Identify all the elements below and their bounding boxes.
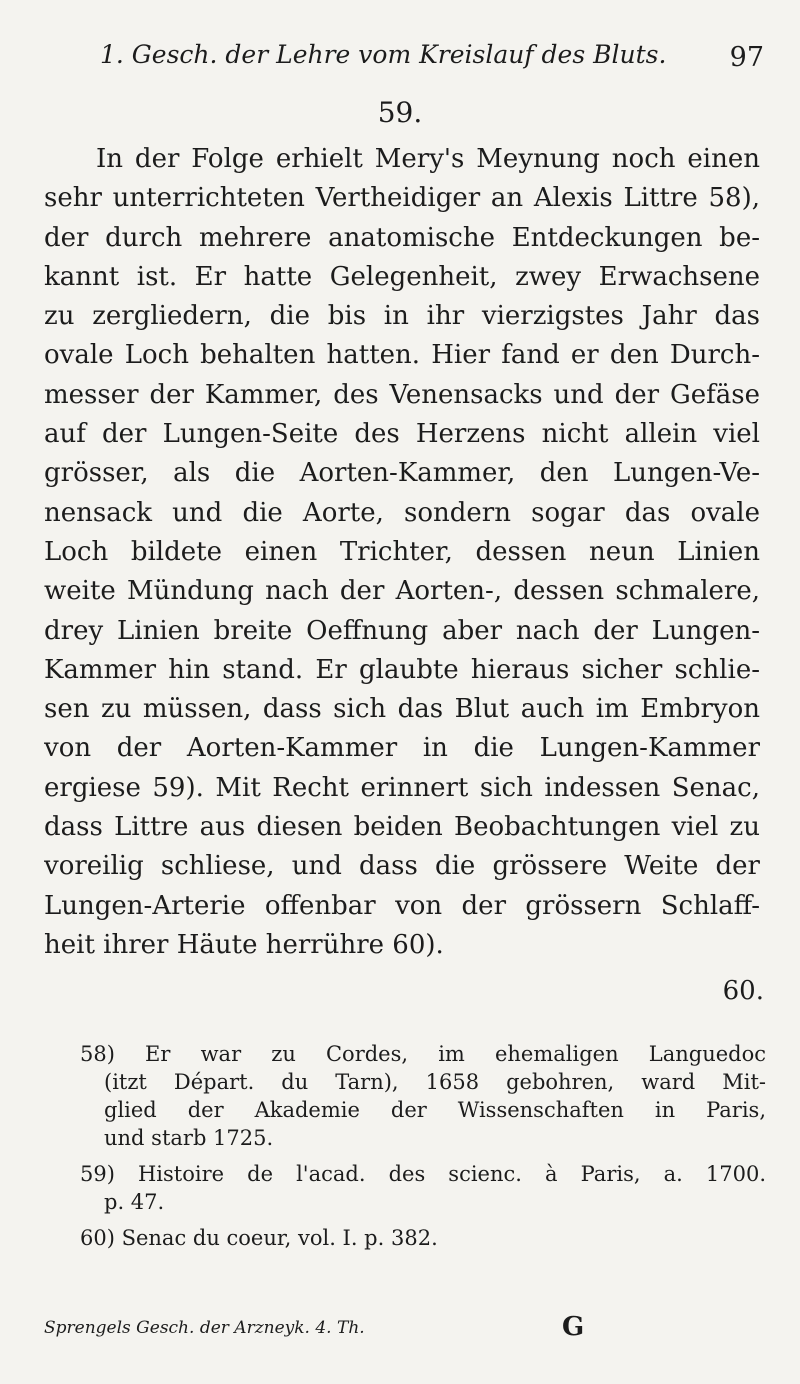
text-line: Lungen-Arterie offenbar von der grössern Schlaff- <box>44 890 760 921</box>
signature-line: Sprengels Gesch. der Arzneyk. 4. Th. <box>44 1318 365 1338</box>
running-head <box>100 40 780 84</box>
text-line: ovale Loch behalten hatten. Hier fand er den Durch- <box>44 340 760 371</box>
footnotes <box>80 1040 766 1260</box>
section-number: 59. <box>377 96 423 129</box>
text-line: auf der Lungen-Seite des Herzens nicht allein viel <box>44 419 760 450</box>
text-line: sehr unterrichteten Vertheidiger an Alexis Littre 58), <box>44 183 760 214</box>
text-line: der durch mehrere anatomische Entdeckungen be- <box>44 222 760 253</box>
signature-mark: G <box>562 1312 585 1342</box>
footnote-58 <box>80 1040 766 1152</box>
footnote-line: 59) Histoire de l'acad. des scienc. à Paris, a. 1700. <box>80 1162 766 1186</box>
text-line: grösser, als die Aorten-Kammer, den Lungen-Ve- <box>44 458 760 489</box>
footnote-60 <box>80 1224 766 1252</box>
text-line: kannt ist. Er hatte Gelegenheit, zwey Erwachsene <box>44 261 760 292</box>
text-line: sen zu müssen, dass sich das Blut auch im Embryon <box>44 694 760 725</box>
text-line: heit ihrer Häute herrühre 60). <box>44 929 444 960</box>
page-number: 97 <box>729 42 764 73</box>
footnote-line: 58) Er war zu Cordes, im ehemaligen Languedoc <box>80 1042 766 1066</box>
main-paragraph <box>44 140 760 965</box>
text-line: In der Folge erhielt Mery's Meynung noch einen <box>96 144 760 174</box>
catchword: 60. <box>722 976 764 1006</box>
text-line: zu zergliedern, die bis in ihr vierzigstes Jahr das <box>44 301 760 332</box>
text-line: dass Littre aus diesen beiden Beobachtungen viel zu <box>44 812 760 843</box>
text-line: Kammer hin stand. Er glaubte hieraus sicher schlie- <box>44 654 760 685</box>
text-line: von der Aorten-Kammer in die Lungen-Kammer <box>44 733 760 764</box>
text-line: drey Linien breite Oeffnung aber nach der Lungen- <box>44 615 760 646</box>
footnote-line: (itzt Départ. du Tarn), 1658 gebohren, ward Mit- <box>104 1070 766 1094</box>
text-line: ergiese 59). Mit Recht erinnert sich indessen Senac, <box>44 772 760 803</box>
footnote-line: glied der Akademie der Wissenschaften in Paris, <box>104 1098 766 1122</box>
footnote-line: und starb 1725. <box>104 1126 274 1150</box>
text-line: nensack und die Aorte, sondern sogar das ovale <box>44 497 760 528</box>
footnote-line: p. 47. <box>104 1190 165 1214</box>
text-line: weite Mündung nach der Aorten-, dessen schmalere, <box>44 576 760 607</box>
text-line: messer der Kammer, des Venensacks und der Gefäse <box>44 379 760 410</box>
text-line: voreilig schliese, und dass die grössere Weite der <box>44 851 760 882</box>
footnote-59 <box>80 1160 766 1216</box>
text-line: Loch bildete einen Trichter, dessen neun Linien <box>44 536 760 567</box>
footnote-line: 60) Senac du coeur, vol. I. p. 382. <box>80 1226 438 1250</box>
running-head-title: 1. Gesch. der Lehre vom Kreislauf des Bluts. <box>100 40 667 69</box>
